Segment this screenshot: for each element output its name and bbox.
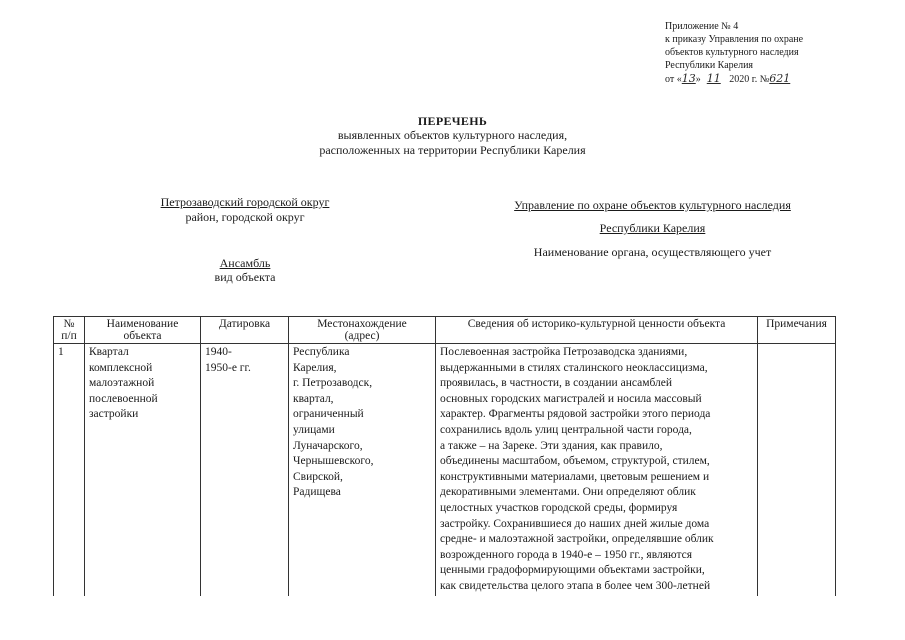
- district-value: Петрозаводский городской округ: [160, 195, 330, 209]
- cell-significance: Послевоенная застройка Петрозаводска зданиями, выдержанными в стилях сталинского неоклассицизма, проявилась, в частности, в создании ансамблей основных городских магистралей и носила массовый характер. Фрагменты рядовой застройки этого периода сохранились вдоль улиц центральной части города, а также – на Зареке. Эти здания, как правило, объединены масштабом, объемом, структурой, стилем, конструктивными материалами, цветовым решением и декоративными элементами. Они определяют облик целостных участков городской среды, формируя застройку. Сохранившиеся до наших дней жилые дома средне- и малоэтажной застройки, определявшие облик возрожденного города в 1940-е – 1950 гг., являются ценными градоформирующими объектами застройки, как свидетельства целого этапа в более чем 300-летней: [436, 344, 758, 596]
- stamp-date-prefix: от «: [665, 74, 682, 85]
- object-type-caption: вид объекта: [214, 270, 276, 284]
- registering-authority-caption: Наименование органа, осуществляющего учет: [533, 245, 772, 259]
- stamp-line-authority: объектов культурного наследия: [665, 47, 799, 58]
- stamp-line-republic: Республики Карелия: [665, 60, 754, 71]
- district-caption: район, городской округ: [185, 210, 305, 224]
- cell-number: 1: [54, 344, 85, 596]
- stamp-date-mid: »: [695, 74, 701, 85]
- table-row: [54, 344, 836, 596]
- table-header-row: [54, 317, 836, 344]
- document-subtitle-2: расположенных на территории Республики Карелия: [319, 143, 586, 157]
- stamp-line-order: к приказу Управления по охране: [665, 34, 804, 45]
- approval-stamp: [665, 20, 895, 86]
- col-header-name: Наименование объекта: [85, 317, 201, 344]
- registering-authority-line-1: Управление по охране объектов культурного наследия: [514, 198, 791, 212]
- cell-notes: [758, 344, 836, 596]
- document-title: ПЕРЕЧЕНЬ: [417, 114, 488, 128]
- registering-authority-line-2: Республики Карелия: [599, 221, 706, 235]
- col-header-dating: Датировка: [201, 317, 289, 344]
- stamp-date-line: [665, 72, 895, 86]
- col-header-significance: Сведения об историко-культурной ценности объекта: [436, 317, 758, 344]
- col-header-number: № п/п: [54, 317, 85, 344]
- document-subtitle-1: выявленных объектов культурного наследия,: [337, 128, 568, 142]
- col-header-notes: Примечания: [758, 317, 836, 344]
- register-table: [53, 316, 836, 596]
- object-type-value: Ансамбль: [219, 256, 271, 270]
- col-header-location: Местонахождение (адрес): [289, 317, 436, 344]
- stamp-date-month: 11: [706, 72, 721, 85]
- stamp-line-appendix: Приложение № 4: [665, 21, 739, 32]
- stamp-date-year: 2020 г. №: [726, 74, 770, 85]
- cell-location: Республика Карелия, г. Петрозаводск, квартал, ограниченный улицами Луначарского, Чернышевского, Свирской, Радищева: [289, 344, 436, 596]
- stamp-order-number: 621: [769, 72, 791, 85]
- cell-name: Квартал комплексной малоэтажной послевоенной застройки: [85, 344, 201, 596]
- stamp-date-day: 13: [681, 72, 696, 85]
- cell-dating: 1940- 1950-е гг.: [201, 344, 289, 596]
